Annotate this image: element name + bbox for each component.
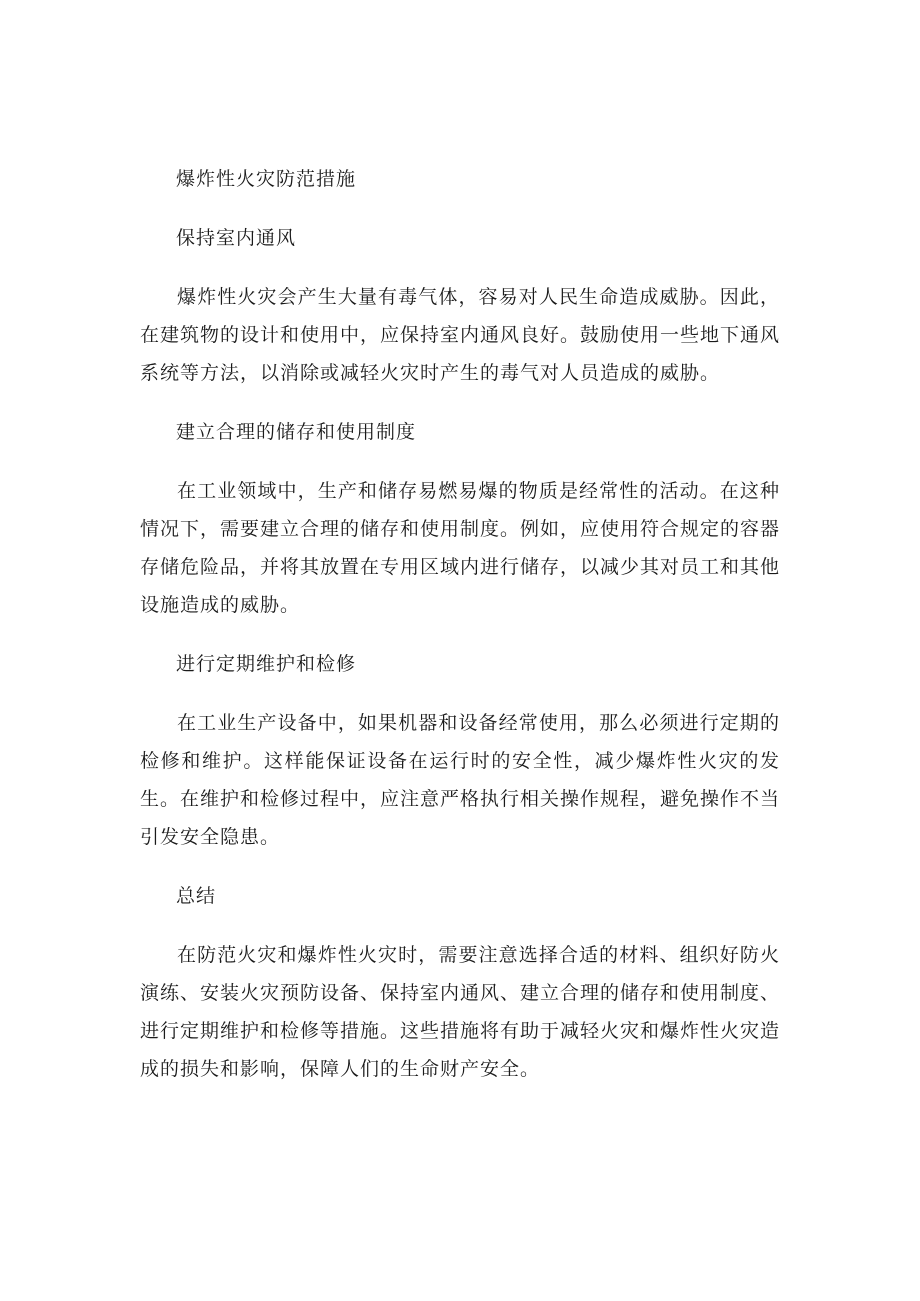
subheading-storage-system: 建立合理的储存和使用制度 <box>176 421 417 443</box>
paragraph-storage-system: 在工业领域中，生产和储存易燃易爆的物质是经常性的活动。在这种情况下，需要建立合理的储存和使用制度。例如，应使用符合规定的容器存储危险品，并将其放置在专用区域内进行储存，以减少其对员工和其他设施造成的威胁。 <box>140 480 781 616</box>
paragraph-summary: 在防范火灾和爆炸性火灾时，需要注意选择合适的材料、组织好防火演练、安装火灾预防设备、保持室内通风、建立合理的储存和使用制度、进行定期维护和检修等措施。这些措施将有助于减轻火灾和爆炸性火灾造成的损失和影响，保障人们的生命财产安全。 <box>140 944 781 1080</box>
paragraph-maintenance: 在工业生产设备中，如果机器和设备经常使用，那么必须进行定期的检修和维护。这样能保证设备在运行时的安全性，减少爆炸性火灾的发生。在维护和检修过程中，应注意严格执行相关操作规程，避免操作不当引发安全隐患。 <box>140 712 781 848</box>
document-body <box>140 160 780 1088</box>
subheading-maintenance: 进行定期维护和检修 <box>176 653 357 675</box>
subheading-summary: 总结 <box>176 885 217 907</box>
subheading-ventilation: 保持室内通风 <box>176 227 297 249</box>
paragraph-ventilation: 爆炸性火灾会产生大量有毒气体，容易对人民生命造成威胁。因此，在建筑物的设计和使用中，应保持室内通风良好。鼓励使用一些地下通风系统等方法，以消除或减轻火灾时产生的毒气对人员造成的威胁。 <box>140 286 781 384</box>
section-title-explosion-prevention: 爆炸性火灾防范措施 <box>176 168 357 190</box>
